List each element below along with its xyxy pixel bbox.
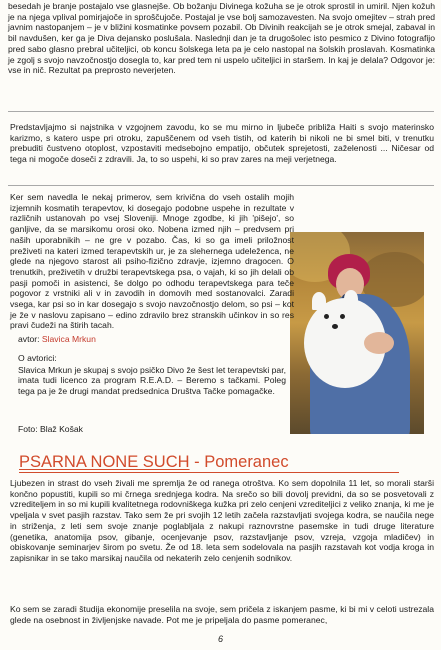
kennel-story-paragraph: Ljubezen in strast do vseh živali me spremlja že od ranega otroštva. Ko sem dopolnila 11 let, so morali starši končno popustiti, kupili so mi črnega srednjega kodra. Na srečo so bili dovolj previdni, da so se posvetovali z vzrediteljem in so mi kupili kvalitetnega rodovniškega kužka pri zelo cenjeni vzrediteljici z veliko znanja, ki me je vpeljala v svet pasjih razstav. Tako sem že pri svojih 12 letih začela razstavljati svojega kodra, se naučila nege in striženja, z leti sem svoje znanje poglabljala z nakupi raznovrstne pasemske in tudi druge literature (genetika, anatomija psov, gibanje, ocenjevanje psov, razstavljanje psov, vzreja, vzgoja mladičev) in obiskovanje seminarjev širom po svetu. Že od 18. leta sem sodelovala na pasjih razstavah kot vodja kroga in zapisnikar in se tako marsikaj naučila od nekaterih zelo cenjenih sodnikov. — [10, 478, 434, 563]
dog-ear-right — [344, 290, 358, 308]
section-divider-top — [8, 111, 434, 112]
author-label: avtor: — [18, 334, 40, 344]
about-author — [18, 353, 286, 397]
kennel-heading — [19, 452, 399, 473]
author-dog-photo — [290, 232, 424, 434]
kennel-heading-breed: - Pomeranec — [189, 453, 289, 471]
intro-paragraph: besedah je branje postajalo vse glasnejše. Ob božanju Divinega kožuha se je otrok sprostil in umiril. Njen kožuh je na njega vplival pomirjajoče in sproščujoče. Postajal je vse bolj samozavesten. Na svojo omejitev – strah pred javnim nastopanjem – je v bližini kosmatinke povsem pozabil. Ob Divinih reakcijah se je otrok smejal, zabaval in bil navdušen, ker ga je Diva dejansko poslušala. Naslednji dan je ta drugošolec isto pesmico z Divino fotografijo pred sabo glasno prebral učiteljici, ob koncu šolskega leta pa je celo nastopal na šolskih proslavah. Kosmatinka je zgolj s svojo navzočnostjo dosegla to, kar pred tem ni uspelo učiteljici in staršem. In kaj je delala? Odgovor je: vse in nič. Rezultat pa preprosto neverjeten. — [8, 1, 435, 76]
author-line — [18, 334, 96, 344]
dog-ear-left — [312, 292, 326, 310]
dog-eye-right — [340, 314, 345, 319]
page-number: 6 — [217, 634, 223, 644]
dog-nose — [332, 324, 338, 329]
author-name: Slavica Mrkun — [41, 334, 96, 344]
kennel-heading-name: PSARNA NONE SUCH — [19, 453, 190, 471]
about-author-text: Slavica Mrkun je skupaj s svojo psičko Divo že šest let terapevtski par, imata tudi licenco za program R.E.A.D. – Beremo s tačkami. Poleg tega pa je že drugi mandat predsednica Društva Tačke pomagačke. — [18, 364, 286, 397]
person-hand — [364, 332, 394, 354]
section-divider-middle — [8, 185, 434, 186]
teenager-paragraph: Predstavljajmo si najstnika v vzgojnem zavodu, ko se mu mirno in ljubeče približa Haiti s svojo materinsko karizmo, s katero uspe pri otroku, zapuščenem od vseh tistih, od katerih bi nikoli ne bi smel biti, v trenutku prebuditi čustveno otoplost, vzpostaviti medsebojno empatijo, občutek sprejetosti, zaželenosti ... Ničesar od tega ni mogoče doseči z zdravili. Ja, to so uspehi, ki so prav zares na meji verjetnega. — [10, 122, 434, 165]
kennel-story-paragraph-2: Ko sem se zaradi študija ekonomije preselila na svoje, sem pričela z iskanjem pasme, ki bi mi v celoti ustrezala glede na osebnost in življenjske navade. Pot me je pripeljala do pasme pomeranec, — [10, 604, 434, 625]
dog-eye-left — [324, 314, 329, 319]
about-author-title: O avtorici: — [18, 353, 57, 363]
therapy-dogs-paragraph: Ker sem navedla le nekaj primerov, sem krivična do vseh ostalih mojih izjemnih kosmatih terapevtov, ki dosegajo podobne uspehe in rezultate v različnih ustanovah po vsej Sloveniji. Mnoge zgodbe, ki jih 'pišejo', so ganljive, da se marsikomu orosi oko. Nobena izmed njih – predvsem pri naših uporabnikih – ne gre v pozabo. Čas, ki so ga imeli priložnost preživeti na kateri izmed terapevtskih ur, je za slehernega udeleženca, ne glede na njegovo starost ali psiho-fizično zdravje, izjemno dragocen. O trenutkih, preživetih v družbi terapevtskega psa, o vajah, ki so jih delali ob pasji pomoči in asistenci, še dolgo po odhodu terapevtskega para teče pogovor z vrstniki ali v in zavodih in domovih med sostanovalci. Zaradi vsega, kar psi so in kar dosegajo s svojo navzočnostjo delom, so psi – kot je že v naslovu zapisano – edino zdravilo brez stranskih učinkov in so res pravi čudeži na štirih tacah. — [10, 192, 294, 331]
photo-credit: Foto: Blaž Košak — [18, 424, 83, 434]
